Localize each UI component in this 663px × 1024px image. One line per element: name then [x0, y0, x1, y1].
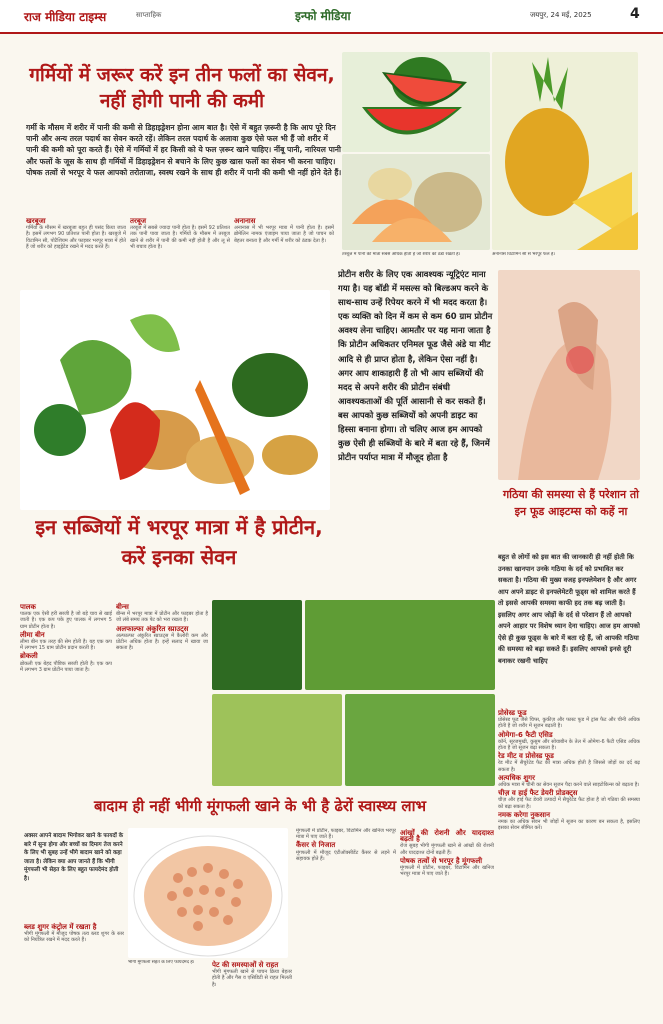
article1-intro: गर्मी के मौसम में शरीर में पानी की कमी से डिहाइड्रेशन होना आम बात है। ऐसे में बहुत ज़रूरी है कि आप पूरे दिन पानी और अन्य तरल पदार्थ का सेवन करते रहें। लेकिन तरल पदार्थ के अलावा कुछ ऐसे फल भी हैं जो शरीर में पानी की कमी को पूरा करते हैं। ऐसे में गर्मियों में हर किसी को ये फल ज़रूर खाने चाहिए। नींबू पानी, नारियल पानी और फलों के जूस के साथ ही गर्मियों में डिहाइड्रेशन से बचाने के लिए कुछ खास फलों का सेवन भी करना चाहिए। पोषक तत्वों से भरपूर ये फल आपको तरोताजा, स्वस्थ रखने के साथ ही शरीर में पानी की कमी भी नहीं होने देते हैं।	[26, 123, 342, 177]
article4-col-3	[296, 828, 396, 1018]
pineapple-caption: अनानास विटामिन सी से भरपूर फल है।	[492, 252, 556, 257]
article4-col-mid	[212, 960, 292, 1018]
article3-text-omega6: कॉर्न, सूरजमुखी, कुसुम और सोयाबीन के तेल में ओमेगा-6 फैटी एसिड अधिक होता है जो सूजन बढ़ा सकता है।	[498, 738, 640, 752]
article4-text-nutrients-2: मूंगफली में प्रोटीन, फाइबर, विटामिन और खनिज भरपूर मात्रा में पाए जाते हैं।	[400, 865, 494, 878]
paper-name: राज मीडिया टाइम्स	[24, 10, 107, 24]
article3-text-processed: प्रोसेस्ड फूड जैसे चिप्स, कुकीज़ और फास्ट फूड में ट्रांस फैट और चीनी अधिक होती है जो शरीर में सूजन बढ़ाती है।	[498, 717, 640, 730]
melon-caption: तरबूज में पानी की मात्रा सबसे अधिक होती है जो शरीर को ठंडा रखती है।	[342, 252, 461, 257]
article3-intro: बहुत से लोगों को इस बात की जानकारी ही नहीं होती कि उनका खानपान उनके गठिया के दर्द को प्रभावित कर सकता है। गठिया की मुख्य वजह इनफ्लेमेशन है और अगर आप अपने डाइट से इनफ्लेमेटरी फूड्स को शामिल करते हैं तो इससे आपकी समस्या काफी हद तक बढ़ जाती है। इसलिए अगर आप जोड़ों के दर्द से परेशान हैं तो आपको अपने आहार पर विशेष ध्यान देना चाहिए। आज हम आपको ऐसे ही कुछ फूड्स के बारे में बता रहे हैं, जो आपकी गठिया की समस्या को बढ़ा सकते हैं। इसलिए आपको इनसे दूरी बनाकर रखनी चाहिए	[498, 553, 640, 665]
article3-text-salt: नमक का अधिक सेवन भी जोड़ों में सूजन का कारण बन सकता है, इसलिए इसका सेवन सीमित करें।	[498, 819, 640, 832]
article1-sub-tarbooj: तरबूज	[130, 217, 147, 225]
article3-sub-redmeat: रेड मीट व प्रोसेस्ड फूड	[498, 752, 554, 761]
vegetables-photo	[20, 290, 330, 510]
article4-col-left	[24, 922, 124, 1018]
article3-col	[498, 708, 640, 1018]
article2-sub-lima: लीमा बीन	[20, 630, 45, 639]
article2-col-left	[20, 602, 112, 792]
article2-text-alfalfa: अल्फाल्फा अंकुरित स्प्राउट्स में कैलोरी कम और प्रोटीन अधिक होता है। इन्हें सलाद में खाया जा सकता है।	[116, 632, 208, 652]
article3-sub-salt: नमक करेगा नुकसान	[498, 810, 551, 819]
article2-text-broccoli: ब्रोकली एक बेहद पौष्टिक सब्जी होती है। एक कप में लगभग 3 ग्राम प्रोटीन पाया जाता है।	[20, 660, 112, 673]
article2-sub-alfalfa: अलफाल्फा अंकुरित स्प्राउट्स	[116, 624, 189, 633]
article3-sub-omega6: ओमेगा-6 फैटी एसिड	[498, 730, 553, 739]
watermelon-photo	[342, 52, 490, 152]
article3-sub-cheese: चीज़ व हाई फैट डेयरी प्रोडक्ट्स	[498, 789, 578, 798]
article2-text-lima: लीमा बीन एक तरह की सेम होती है। यह एक कप में लगभग 15 ग्राम प्रोटीन प्रदान करती है।	[20, 639, 112, 652]
article1-text-3: अनानास में भी भरपूर मात्रा में पानी होता है। इसमें ब्रोमेलिन नामक एंजाइम पाया जाता है जो पाचन को बेहतर बनाता है और गर्मी में शरीर को ठंडक देता है।	[234, 225, 334, 244]
article1-sub-ananas: अनानास	[234, 217, 256, 225]
article1-title: गर्मियों में जरूर करें इन तीन फलों का सेवन, नहीं होगी पानी की कमी	[29, 64, 335, 112]
article4-col-4	[400, 828, 494, 1018]
article4-sub-cancer: कैंसर से निजात	[296, 841, 336, 850]
article3-text-sugar: अधिक मात्रा में चीनी का सेवन सूजन पैदा करने वाले साइटोकिन्स को बढ़ाता है।	[498, 782, 640, 789]
article4-text-bloodsugar: भीगी मूंगफली में मौजूद पोषक तत्व ब्लड शुगर के स्तर को नियंत्रित रखने में मदद करते हैं।	[24, 931, 124, 944]
sprouts-photo	[345, 694, 495, 786]
pineapple-photo	[492, 52, 638, 250]
article2-text-beans: बीन्स में भरपूर मात्रा में प्रोटीन और फाइबर होता है जो लंबे समय तक पेट को भरा रखता है।	[116, 611, 208, 624]
article4-text-cancer: मूंगफली में मौजूद एंटीऑक्सीडेंट कैंसर से लड़ने में सहायक होते हैं।	[296, 849, 396, 862]
article2-col-mid	[116, 602, 208, 792]
article3-sub-sugar: अत्यधिक शुगर	[498, 773, 535, 782]
article1-text-2: तरबूज में सबसे ज्यादा पानी होता है। इसमें 92 प्रतिशत तक पानी पाया जाता है। गर्मियों के मौसम में तरबूज खाने से शरीर में पानी की कमी नहीं होती है और लू से भी बचाव होता है।	[130, 225, 230, 250]
frequency-label: साप्ताहिक	[136, 11, 162, 19]
article3-sub-processed: प्रोसेस्ड फूड	[498, 709, 527, 717]
peanut-caption: भीगी मूंगफली सेहत के लिए फायदेमंद है।	[128, 960, 195, 965]
peanut-photo	[128, 828, 288, 958]
article4-text-stomach: भीगी मूंगफली खाने से पाचन क्रिया बेहतर होती है और गैस व एसिडिटी से राहत मिलती है।	[212, 969, 292, 988]
article4-sub-stomach: पेट की समस्याओं से राहत	[212, 961, 279, 969]
article3-text-redmeat: रेड मीट में सैचुरेटेड फैट की मात्रा अधिक होती है जिससे जोड़ों का दर्द बढ़ सकता है।	[498, 760, 640, 773]
article4-text-nutrients: मूंगफली में प्रोटीन, फाइबर, विटामिन और खनिज भरपूर मात्रा में पाए जाते हैं।	[296, 828, 396, 841]
article3-text-cheese: चीज़ और हाई फैट डेयरी उत्पादों में सैचुरेटेड फैट होता है जो गठिया की समस्या को बढ़ा सकता है।	[498, 797, 640, 810]
article2-body: प्रोटीन शरीर के लिए एक आवश्यक न्यूट्रिएंट माना गया है। यह बॉडी में मसल्स को बिल्डअप करने के साथ-साथ उन्हें रिपेयर करने में भी मदद करता है। एक व्यक्ति को दिन में कम से कम 60 ग्राम प्रोटीन अवश्य लेना चाहिए। आमतौर पर यह माना जाता है कि प्रोटीन अधिकतर एनिमल फूड जैसे अंडे या मीट आदि से ही प्राप्त होता है, लेकिन ऐसा नहीं है। अगर आप शाकाहारी हैं तो भी आप सब्जियों की मदद से अपने शरीर की प्रोटीन संबंधी आवश्यकताओं की पूर्ति आसानी से कर सकते हैं। बस आपको कुछ सब्जियों को अपनी डाइट का हिस्सा बनाना होगा। तो चलिए आज हम आपको कुछ ऐसी ही सब्जियों के बारे में बता रहे हैं, जिनमें प्रोटीन पर्याप्त मात्रा में मौजूद होता है	[338, 269, 493, 463]
page-number: 4	[630, 6, 640, 22]
section-title: इन्फो मीडिया	[295, 9, 351, 23]
spinach-photo	[212, 600, 302, 690]
article2-sub-palak: पालक	[20, 603, 36, 611]
issue-date: जयपुर, 24 मई, 2025	[530, 11, 592, 19]
article4-intro: अक्सर आपने बादाम भिगोकर खाने के फायदों के बारे में सुना होगा और बच्चों का दिमाग तेज करने के लिए भी सुबह उन्हें भीगे बादाम खाने को कहा जाता है। लेकिन क्या आप जानते हैं कि भीगी मूंगफली भी सेहत के लिए बहुत फायदेमंद होती है।	[24, 833, 124, 882]
article4-title: बादाम ही नहीं भीगी मूंगफली खाने के भी है ढेरों स्वास्थ्य लाभ	[93, 797, 427, 815]
article4-sub-bloodsugar: ब्लड शुगर कंट्रोल में रखता है	[24, 923, 97, 931]
melon-photo	[342, 154, 490, 250]
article2-text-palak: पालक एक ऐसी हरी सब्जी है जो बड़े चाव से खाई जाती है। एक कप पके हुए पालक में लगभग 5 ग्राम प्रोटीन होता है।	[20, 611, 112, 630]
masthead	[0, 0, 663, 34]
article4-text-eyes: रोज सुबह भीगी मूंगफली खाने से आंखों की रोशनी और याददाश्त दोनों बढ़ती हैं।	[400, 843, 494, 856]
article4-sub-nutrients: पोषक तत्वों से भरपूर है मूंगफली	[400, 856, 483, 865]
broccoli-photo	[305, 600, 495, 690]
article3-title: गठिया की समस्या से हैं परेशान तो इन फूड आइटम्स को कहें ना	[502, 488, 640, 518]
joint-pain-photo	[498, 270, 640, 480]
beans-photo	[212, 694, 342, 786]
article1-text-1: गर्मियों के मौसम में खरबूजा बहुत ही पसंद किया जाता है। इसमें लगभग 90 प्रतिशत पानी होता है। खरबूजे में विटामिन सी, पोटैशियम और फाइबर भरपूर मात्रा में होते हैं जो शरीर को हाइड्रेटेड रखने में मदद करते हैं।	[26, 225, 126, 250]
article2-title: इन सब्जियों में भरपूर मात्रा में है प्रोटीन, करें इनका सेवन	[35, 515, 323, 569]
article4-sub-eyes: आंखों की रोशनी और याददाश्त बढ़ती है	[400, 829, 494, 844]
article1-sub-kharbooja: खरबूजा	[26, 217, 46, 225]
article2-sub-beans: बीन्स	[116, 603, 129, 611]
article2-sub-broccoli: ब्रोकली	[20, 652, 38, 661]
